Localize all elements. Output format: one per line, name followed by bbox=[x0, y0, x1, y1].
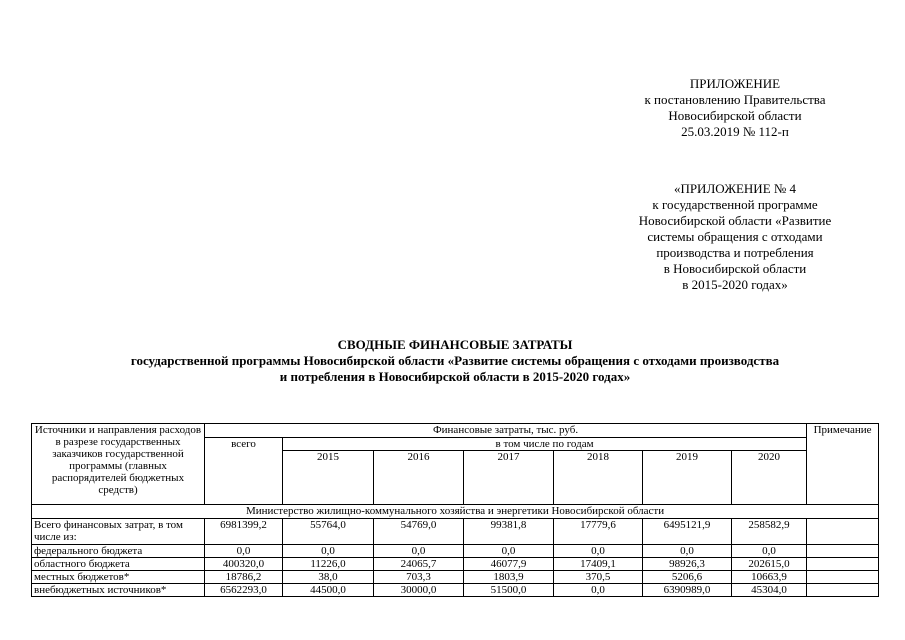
cell-2020: 258582,9 bbox=[732, 519, 807, 545]
document-title bbox=[30, 337, 880, 385]
row-label: областного бюджета bbox=[32, 558, 205, 571]
title-line-2: государственной программы Новосибирской области «Развитие системы обращения с отходами производства bbox=[130, 353, 780, 368]
cell-total: 6562293,0 bbox=[205, 584, 283, 597]
table-row bbox=[32, 584, 879, 597]
cell-2017: 1803,9 bbox=[464, 571, 554, 584]
header-year: 2018 bbox=[554, 451, 643, 505]
appendix-line: Новосибирской области «Развитие bbox=[638, 213, 832, 228]
cell-2018: 370,5 bbox=[554, 571, 643, 584]
header-costs: Финансовые затраты, тыс. руб. bbox=[205, 424, 807, 438]
cell-2017: 0,0 bbox=[464, 545, 554, 558]
cell-total: 6981399,2 bbox=[205, 519, 283, 545]
cell-2019: 6495121,9 bbox=[643, 519, 732, 545]
appendix-line: «ПРИЛОЖЕНИЕ № 4 bbox=[673, 181, 797, 196]
header-year: 2020 bbox=[732, 451, 807, 505]
cell-2016: 30000,0 bbox=[374, 584, 464, 597]
appendix-line: системы обращения с отходами bbox=[647, 229, 823, 244]
cell-2015: 44500,0 bbox=[283, 584, 374, 597]
appendix-line: ПРИЛОЖЕНИЕ bbox=[689, 76, 781, 91]
cell-2019: 98926,3 bbox=[643, 558, 732, 571]
row-label: Всего финансовых затрат, в том числе из: bbox=[32, 519, 205, 545]
financial-costs-table bbox=[31, 423, 879, 597]
cell-note bbox=[807, 519, 879, 545]
cell-note bbox=[807, 584, 879, 597]
header-year: 2016 bbox=[374, 451, 464, 505]
table-row bbox=[32, 571, 879, 584]
cell-2017: 51500,0 bbox=[464, 584, 554, 597]
cell-2017: 46077,9 bbox=[464, 558, 554, 571]
cell-2020: 10663,9 bbox=[732, 571, 807, 584]
cell-2018: 0,0 bbox=[554, 545, 643, 558]
appendix-line: к государственной программе bbox=[652, 197, 818, 212]
header-year: 2019 bbox=[643, 451, 732, 505]
title-line-1: СВОДНЫЕ ФИНАНСОВЫЕ ЗАТРАТЫ bbox=[337, 337, 573, 352]
table-row bbox=[32, 558, 879, 571]
appendix-line: 25.03.2019 № 112-п bbox=[681, 124, 789, 139]
cell-note bbox=[807, 545, 879, 558]
table-row bbox=[32, 545, 879, 558]
header-source: Источники и направления расходов в разрезе государственных заказчиков государственной программы (главных распорядителей бюджетных средств) bbox=[32, 424, 205, 505]
appendix-line: производства и потребления bbox=[656, 245, 814, 260]
cell-total: 18786,2 bbox=[205, 571, 283, 584]
cell-2015: 38,0 bbox=[283, 571, 374, 584]
cell-2015: 11226,0 bbox=[283, 558, 374, 571]
appendix-line: Новосибирской области bbox=[668, 108, 802, 123]
title-line-3: и потребления в Новосибирской области в 2015-2020 годах» bbox=[279, 369, 631, 384]
cell-2020: 45304,0 bbox=[732, 584, 807, 597]
cell-2018: 0,0 bbox=[554, 584, 643, 597]
cell-2016: 54769,0 bbox=[374, 519, 464, 545]
row-label: федерального бюджета bbox=[32, 545, 205, 558]
cell-2015: 0,0 bbox=[283, 545, 374, 558]
ministry-row: Министерство жилищно-коммунального хозяйства и энергетики Новосибирской области bbox=[32, 505, 879, 519]
appendix-program-note bbox=[600, 181, 870, 293]
cell-2018: 17779,6 bbox=[554, 519, 643, 545]
cell-2020: 202615,0 bbox=[732, 558, 807, 571]
cell-2019: 6390989,0 bbox=[643, 584, 732, 597]
appendix-approval-note bbox=[600, 76, 870, 140]
cell-2019: 0,0 bbox=[643, 545, 732, 558]
cell-2019: 5206,6 bbox=[643, 571, 732, 584]
cell-2018: 17409,1 bbox=[554, 558, 643, 571]
table-row bbox=[32, 519, 879, 545]
appendix-line: к постановлению Правительства bbox=[644, 92, 826, 107]
cell-2015: 55764,0 bbox=[283, 519, 374, 545]
appendix-line: в Новосибирской области bbox=[663, 261, 807, 276]
cell-2016: 0,0 bbox=[374, 545, 464, 558]
row-label: внебюджетных источников* bbox=[32, 584, 205, 597]
header-note: Примечание bbox=[807, 424, 879, 505]
header-year: 2015 bbox=[283, 451, 374, 505]
cell-2017: 99381,8 bbox=[464, 519, 554, 545]
appendix-line: в 2015-2020 годах» bbox=[682, 277, 788, 292]
cell-2016: 703,3 bbox=[374, 571, 464, 584]
cell-note bbox=[807, 558, 879, 571]
cell-2020: 0,0 bbox=[732, 545, 807, 558]
header-year: 2017 bbox=[464, 451, 554, 505]
cell-2016: 24065,7 bbox=[374, 558, 464, 571]
header-by-year: в том числе по годам bbox=[283, 438, 807, 451]
header-total: всего bbox=[205, 438, 283, 505]
cell-total: 0,0 bbox=[205, 545, 283, 558]
cell-note bbox=[807, 571, 879, 584]
cell-total: 400320,0 bbox=[205, 558, 283, 571]
row-label: местных бюджетов* bbox=[32, 571, 205, 584]
